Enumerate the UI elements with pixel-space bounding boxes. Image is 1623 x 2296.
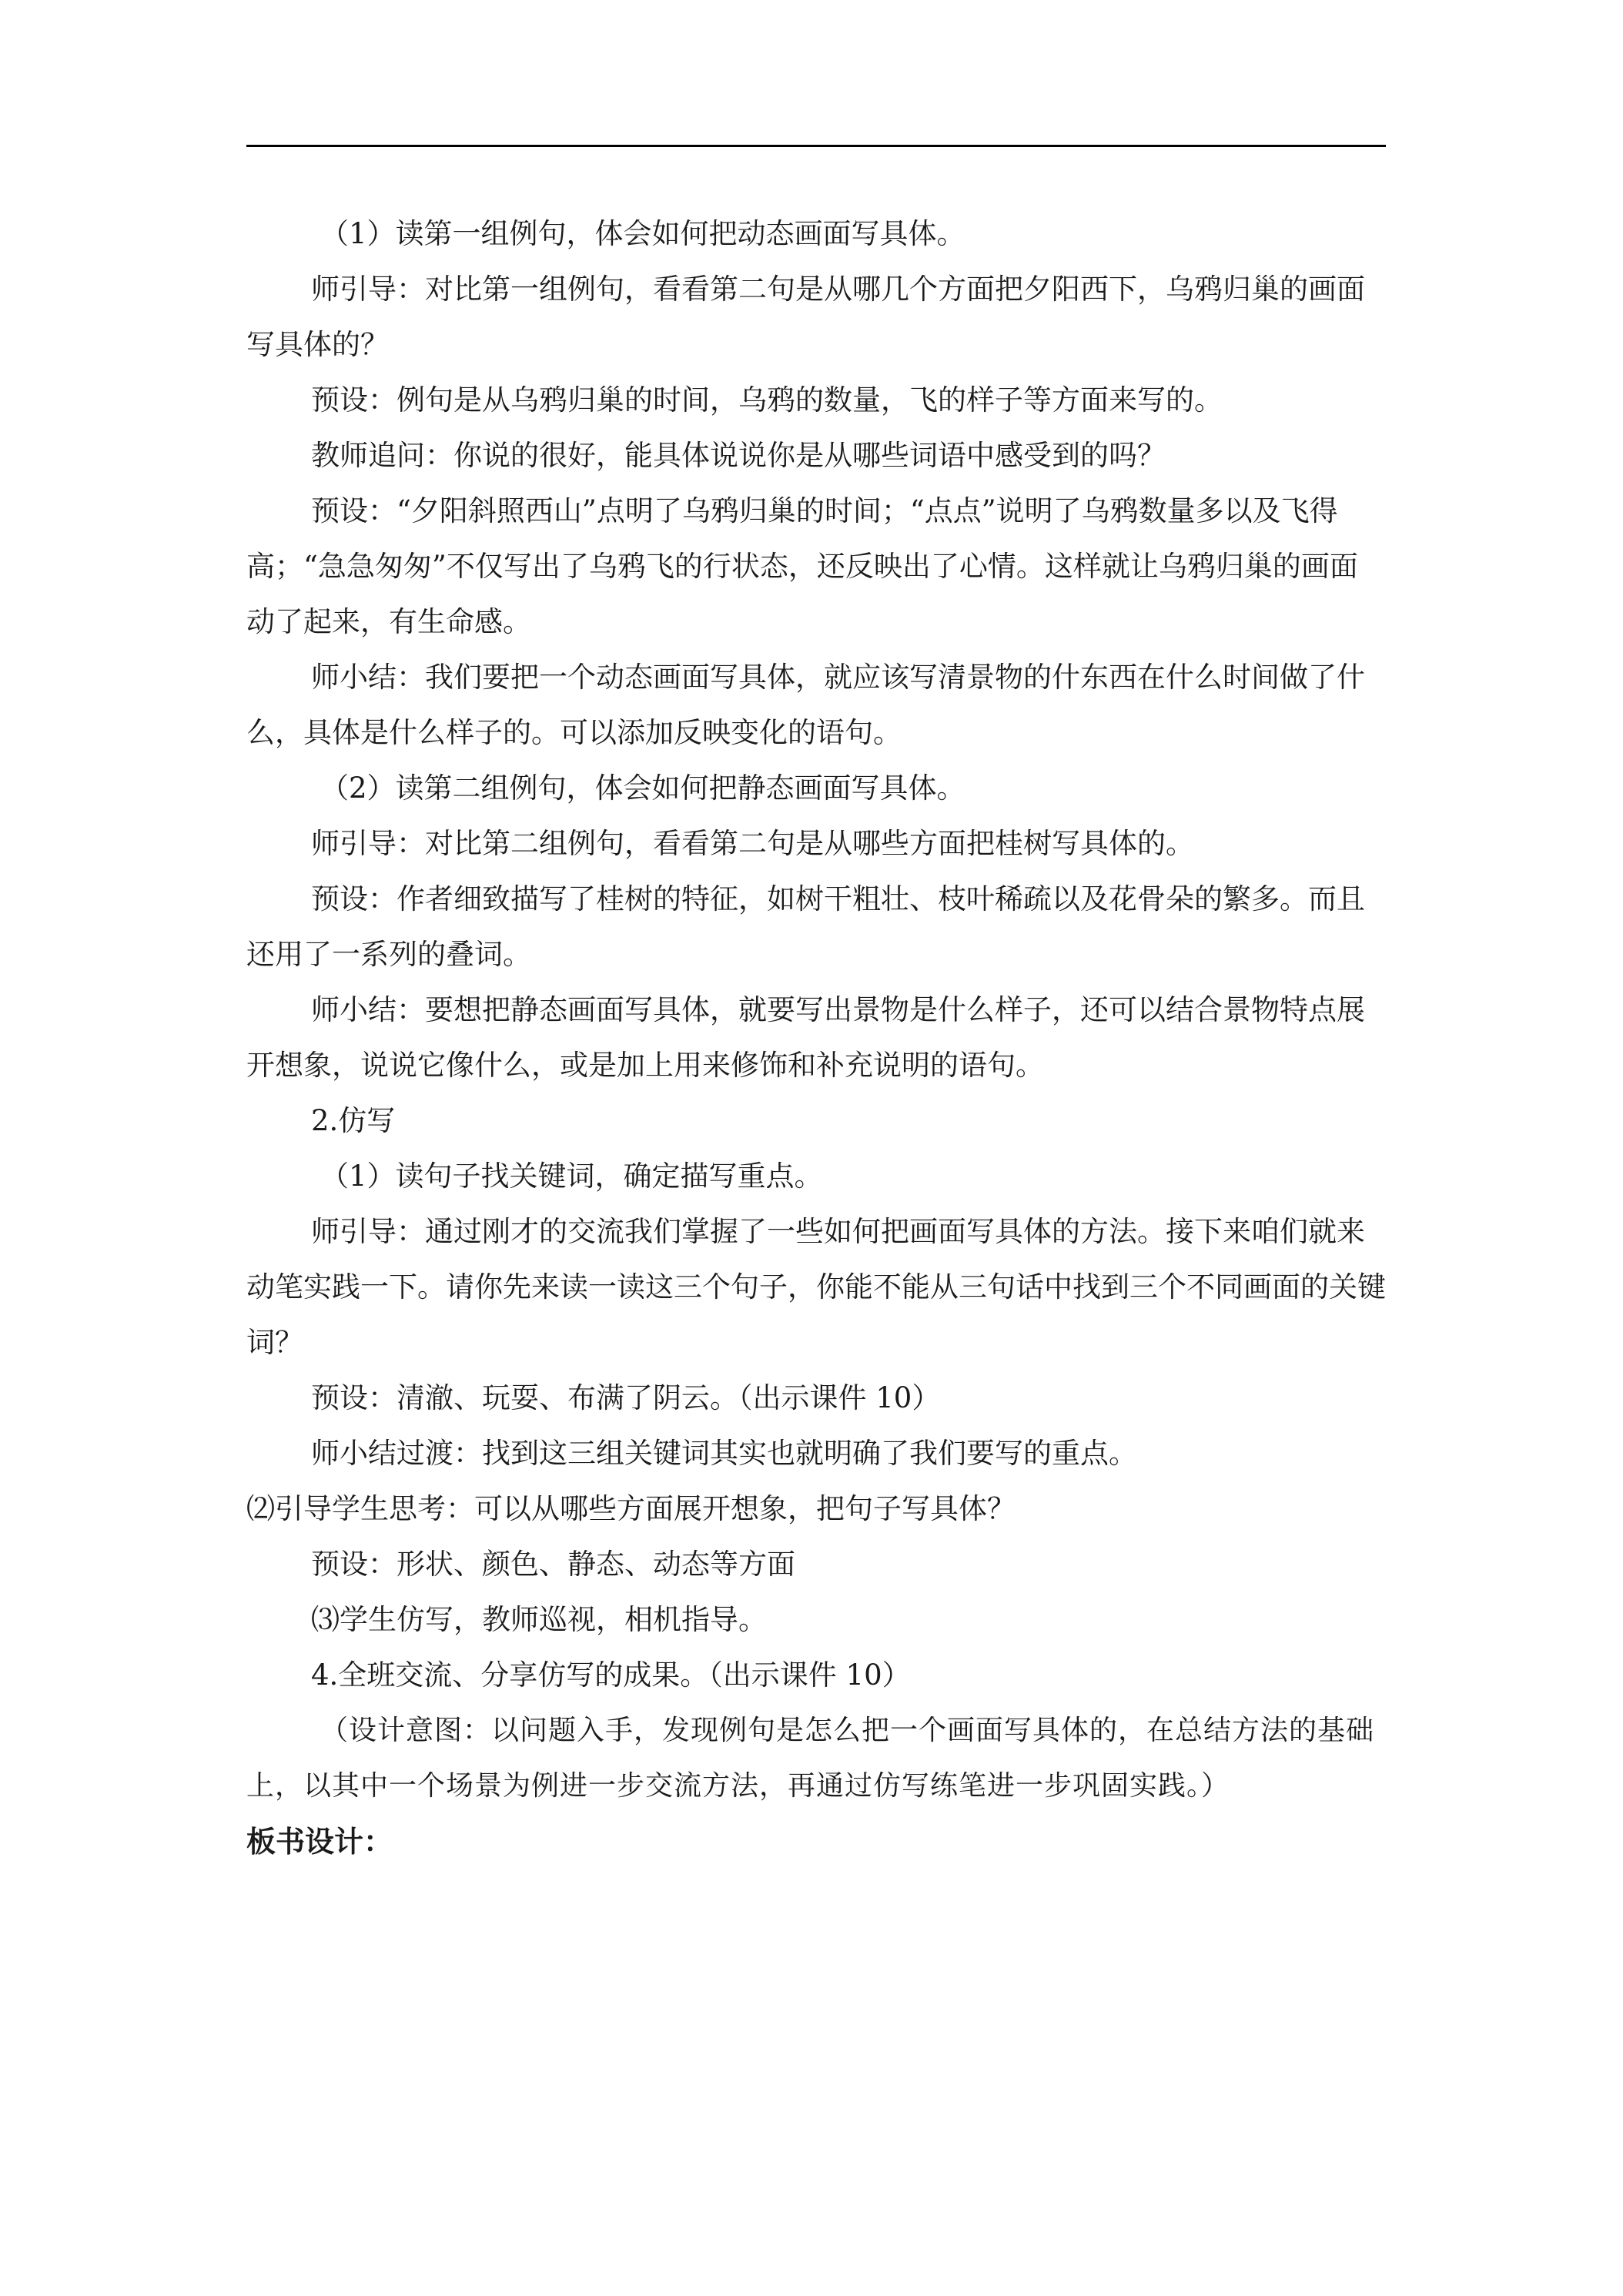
paragraph: （1）读句子找关键词，确定描写重点。 [320, 1160, 823, 1193]
paragraph: 师引导：对比第一组例句，看看第二句是从哪几个方面把夕阳西下，乌鸦归巢的画面写具体的？ [246, 273, 1365, 361]
paragraph: ⑵引导学生思考：可以从哪些方面展开想象，把句子写具体？ [246, 1492, 1016, 1525]
design-intent-paragraph: （设计意图：以问题入手，发现例句是怎么把一个画面写具体的，在总结方法的基础上，以其中一个场景为例进一步交流方法，再通过仿写练笔进一步巩固实践。） [246, 1715, 1375, 1802]
document-body [246, 206, 1386, 1869]
paragraph: 教师追问：你说的很好，能具体说说你是从哪些词语中感受到的吗？ [311, 439, 1166, 472]
paragraph: 预设：形状、颜色、静态、动态等方面 [311, 1548, 795, 1581]
section-heading: 板书设计： [246, 1825, 393, 1859]
paragraph: 师小结：要想把静态画面写具体，就要写出景物是什么样子，还可以结合景物特点展开想象，说说它像什么，或是加上用来修饰和补充说明的语句。 [246, 993, 1365, 1082]
paragraph: （2）读第二组例句，体会如何把静态画面写具体。 [320, 771, 965, 805]
paragraph: 师引导：对比第二组例句，看看第二句是从哪些方面把桂树写具体的。 [311, 827, 1194, 860]
paragraph: 师小结过渡：找到这三组关键词其实也就明确了我们要写的重点。 [311, 1437, 1137, 1470]
paragraph: 预设：清澈、玩耍、布满了阴云。（出示课件 10） [311, 1381, 941, 1414]
paragraph: 师小结：我们要把一个动态画面写具体，就应该写清景物的什东西在什么时间做了什么，具体是什么样子的。可以添加反映变化的语句。 [246, 661, 1365, 749]
paragraph: 预设：例句是从乌鸦归巢的时间，乌鸦的数量，飞的样子等方面来写的。 [311, 383, 1223, 417]
paragraph: 预设：作者细致描写了桂树的特征，如树干粗壮、枝叶稀疏以及花骨朵的繁多。而且还用了一系列的叠词。 [246, 882, 1365, 971]
paragraph: （1）读第一组例句，体会如何把动态画面写具体。 [320, 217, 965, 250]
paragraph: ⑶学生仿写，教师巡视，相机指导。 [311, 1603, 767, 1636]
paragraph: 师引导：通过刚才的交流我们掌握了一些如何把画面写具体的方法。接下来咱们就来动笔实践一下。请你先来读一读这三个句子，你能不能从三句话中找到三个不同画面的关键词？ [246, 1215, 1386, 1359]
header-rule [246, 145, 1386, 147]
paragraph: 2.仿写 [311, 1104, 396, 1137]
paragraph: 4.全班交流、分享仿写的成果。（出示课件 10） [311, 1658, 911, 1692]
paragraph: 预设：“夕阳斜照西山”点明了乌鸦归巢的时间；“点点”说明了乌鸦数量多以及飞得高；“急急匆匆”不仅写出了乌鸦飞的行状态，还反映出了心情。这样就让乌鸦归巢的画面动了起来，有生命感。 [246, 494, 1358, 638]
